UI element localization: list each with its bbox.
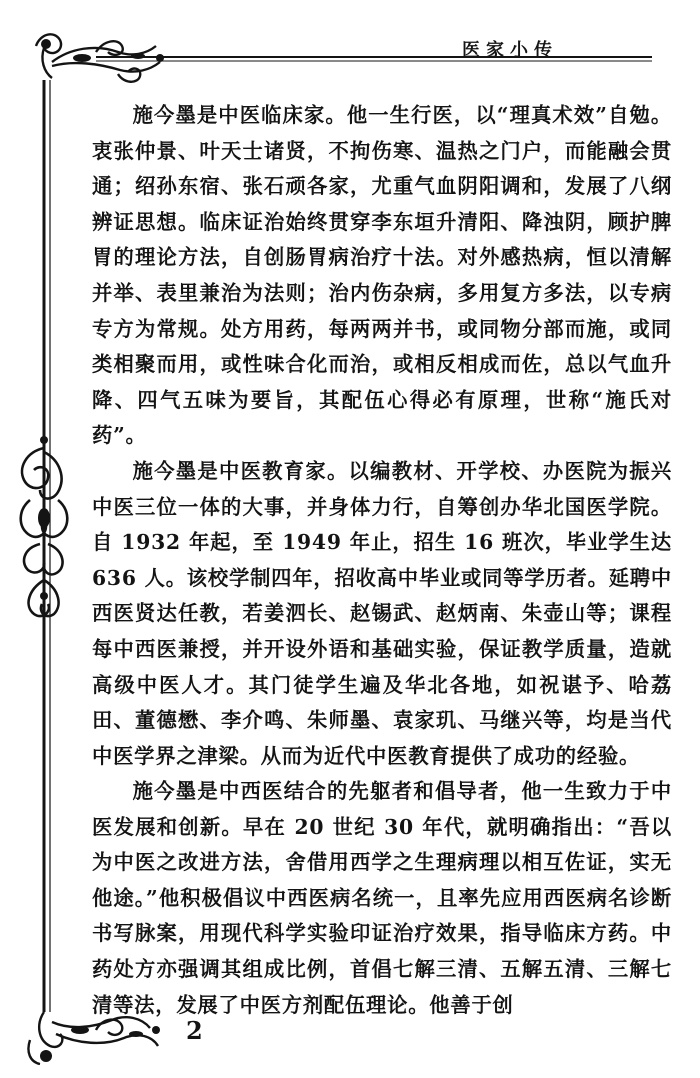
page-number: 2: [186, 1016, 203, 1045]
body-paragraph: 施今墨是中医临床家。他一生行医，以“理真术效”自勉。衷张仲景、叶天士诸贤，不拘伤寒、温热之门户，而能融会贯通；绍孙东宿、张石顽各家，尤重气血阴阳调和，发展了八纲辨证思想。临床证治始终贯穿李东垣升清阳、降浊阴，顾护脾胃的理论方法，自创肠胃病治疗十法。对外感热病，恒以清解并举、表里兼治为法则；治内伤杂病，多用复方多法，以专病专方为常规。处方用药，每两两并书，或同物分部而施，或同类相聚而用，或性味合化而治，或相反相成而佐，总以气血升降、四气五味为要旨，其配伍心得必有原理，世称“施氏对药”。: [92, 103, 672, 448]
paragraph-clinical: [92, 98, 672, 454]
body-paragraph: 施今墨是中西医结合的先躯者和倡导者，他一生致力于中医发展和创新。早在 20 世纪 30 年代，就明确指出：“吾以为中医之改进方法，舍借用西学之生理病理以相互佐证，实无他途。”他积极倡议中西医病名统一，且率先应用西医病名诊断书写脉案，用现代科学实验印证治疗效果，指导临床方药。中药处方亦强调其组成比例，首倡七解三清、五解五清、三解七清等法，发展了中医方剂配伍理论。他善于创: [92, 779, 672, 1017]
paragraph-education: [92, 454, 672, 774]
body-paragraph: 施今墨是中医教育家。以编教材、开学校、办医院为振兴中医三位一体的大事，并身体力行，自筹创办华北国医学院。自 1932 年起，至 1949 年止，招生 16 班次，毕业学生达 636 人。该校学制四年，招收高中毕业或同等学历者。延聘中西医贤达任教，若姜泗长、赵锡武、赵炳南、朱壶山等；课程每中西医兼授，并开设外语和基础实验，保证教学质量，造就高级中医人才。其门徒学生遍及华北各地，如祝谌予、哈荔田、董德懋、李介鸣、朱师墨、袁家玑、马继兴等，均是当代中医学界之津梁。从而为近代中医教育提供了成功的经验。: [92, 459, 672, 768]
paragraph-integration: [92, 774, 672, 1023]
running-header-title: 医家小传: [462, 40, 558, 61]
